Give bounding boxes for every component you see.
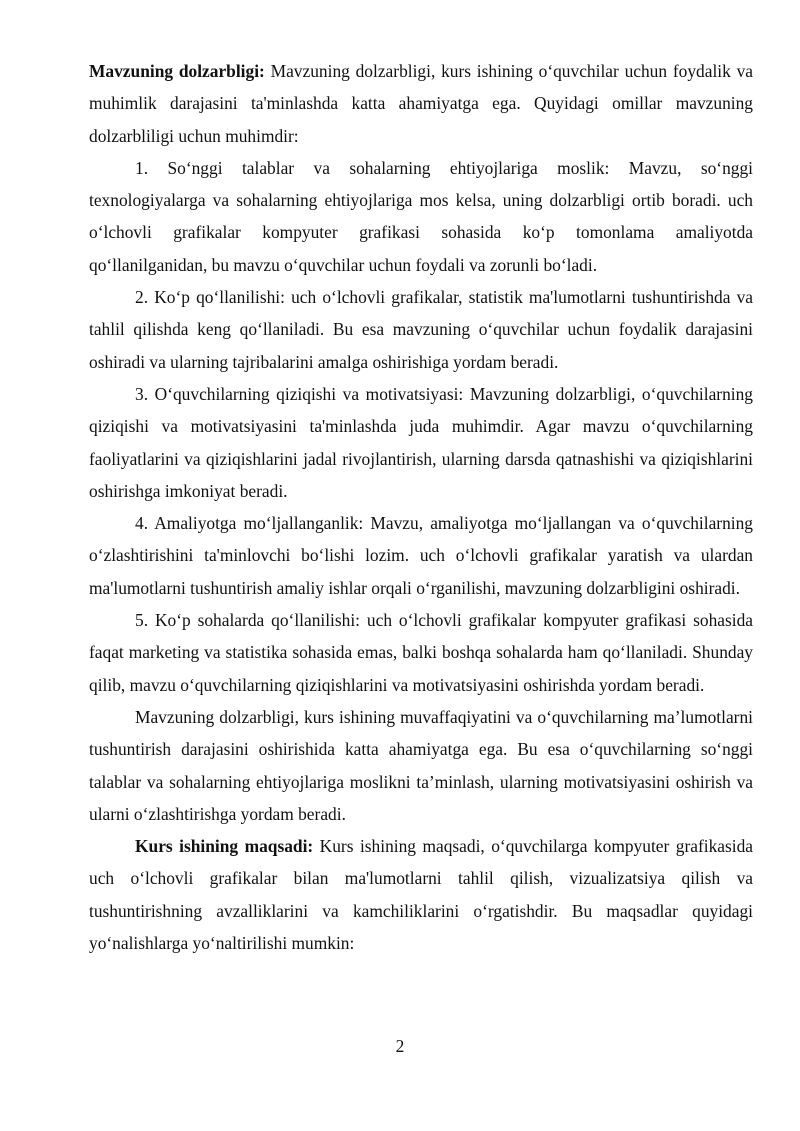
paragraph-course-goal (89, 830, 753, 959)
paragraph-relevance-summary: Mavzuning dolzarbligi, kurs ishining muvaffaqiyatini va o‘quvchilarning ma’lumotlarni tushuntirish darajasini oshirishida katta ahamiyatga ega. Bu esa o‘quvchilarning so‘nggi talablar va sohalarning ehtiyojlariga moslikni ta’minlash, ularning motivatsiyasini oshirish va ularni o‘zlashtirishga yordam beradi. (89, 706, 753, 824)
heading-relevance: Mavzuning dolzarbligi: (89, 61, 265, 81)
list-item-4: 4. Amaliyotga mo‘ljallanganlik: Mavzu, amaliyotga mo‘ljallangan va o‘quvchilarning o‘zlashtirishini ta'minlovchi bo‘lishi lozim. uch o‘lchovli grafikalar yaratish va ulardan ma'lumotlarni tushuntirish amaliy ishlar orqali o‘rganilishi, mavzuning dolzarbligini oshiradi. (89, 513, 753, 598)
document-body (89, 55, 753, 959)
paragraph-text: Kurs ishining maqsadi, o‘quvchilarga kompyuter grafikasida uch o‘lchovli grafikalar bilan ma'lumotlarni tahlil qilish, vizualizatsiya qilish va tushuntirishning avzalliklarini va kamchiliklarini o‘rgatishdir. Bu maqsadlar quyidagi yo‘nalishlarga yo‘naltirilishi mumkin: (89, 836, 754, 954)
list-item-1: 1. So‘nggi talablar va sohalarning ehtiyojlariga moslik: Mavzu, so‘nggi texnologiyalarga va sohalarning ehtiyojlariga mos kelsa, uning dolzarbligi ortib boradi. uch o‘lchovli grafikalar kompyuter grafikasi sohasida ko‘p tomonlama amaliyotda qo‘llanilganidan, bu mavzu o‘quvchilar uchun foydali va zorunli bo‘ladi. (89, 157, 753, 275)
paragraph-relevance-intro (89, 55, 753, 152)
list-item-3: 3. O‘quvchilarning qiziqishi va motivatsiyasi: Mavzuning dolzarbligi, o‘quvchilarning qiziqishi va motivatsiyasini ta'minlashda juda muhimdir. Agar mavzu o‘quvchilarning faoliyatlarini va qiziqishlarini jadal rivojlantirish, ularning darsda qatnashishi va qiziqishlarini oshirishga imkoniyat beradi. (89, 383, 753, 501)
list-item-2: 2. Ko‘p qo‘llanilishi: uch o‘lchovli grafikalar, statistik ma'lumotlarni tushuntirishda va tahlil qilishda keng qo‘llaniladi. Bu esa mavzuning o‘quvchilar uchun foydalik darajasini oshiradi va ularning tajribalarini amalga oshirishiga yordam beradi. (89, 287, 753, 372)
paragraph-text: Mavzuning dolzarbligi, kurs ishining o‘quvchilar uchun foydalik va muhimlik darajasini ta'minlashda katta ahamiyatga ega. Quyidagi omillar mavzuning dolzarbliligi uchun muhimdir: (89, 61, 753, 146)
list-item-5: 5. Ko‘p sohalarda qo‘llanilishi: uch o‘lchovli grafikalar kompyuter grafikasi sohasida faqat marketing va statistika sohasida emas, balki boshqa sohalarda ham qo‘llaniladi. Shunday qilib, mavzu o‘quvchilarning qiziqishlarini va motivatsiyasini oshirishda yordam beradi. (89, 610, 753, 695)
heading-course-goal: Kurs ishining maqsadi: (135, 836, 314, 857)
page-number: 2 (395, 1036, 405, 1056)
